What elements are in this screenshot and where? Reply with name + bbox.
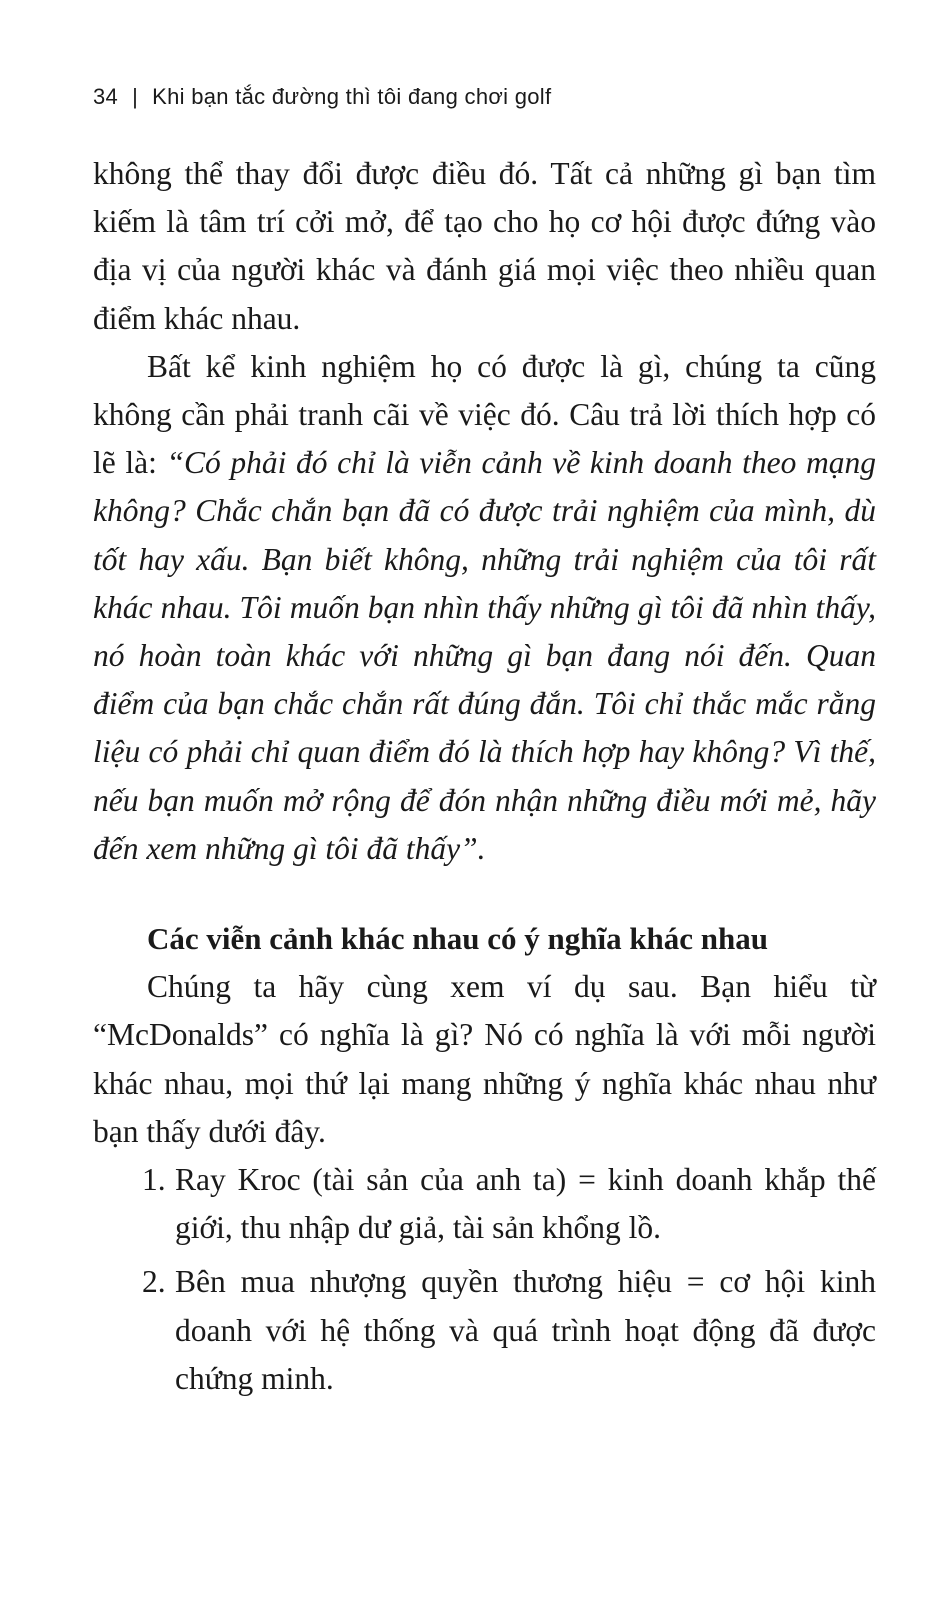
paragraph-continuation: không thể thay đổi được điều đó. Tất cả những gì bạn tìm kiếm là tâm trí cởi mở, để tạo cho họ cơ hội được đứng vào địa vị của người khác và đánh giá mọi việc theo nhiều quan điểm khác nhau. (93, 156, 876, 336)
list-item (93, 1156, 876, 1252)
book-title: Khi bạn tắc đường thì tôi đang chơi golf (152, 84, 552, 109)
paragraph-example: Chúng ta hãy cùng xem ví dụ sau. Bạn hiểu từ “McDonalds” có nghĩa là gì? Nó có nghĩa là với mỗi người khác nhau, mọi thứ lại mang những ý nghĩa khác nhau như bạn thấy dưới đây. (93, 969, 876, 1149)
list-text: Ray Kroc (tài sản của anh ta) = kinh doanh khắp thế giới, thu nhập dư giả, tài sản khổng lồ. (175, 1162, 876, 1246)
list-number: 2. (142, 1264, 166, 1300)
header-separator: | (132, 84, 139, 109)
page-body (93, 150, 876, 1403)
paragraph-quote (93, 343, 876, 873)
list-text: Bên mua nhượng quyền thương hiệu = cơ hội kinh doanh với hệ thống và quá trình hoạt động đã được chứng minh. (175, 1264, 876, 1396)
paragraph-lead: Bất kể kinh nghiệm họ có được là gì, chúng ta cũng không cần phải tranh cãi về việc đó. Câu trả lời thích hợp có lẽ là: (93, 348, 876, 481)
section-heading: Các viễn cảnh khác nhau có ý nghĩa khác nhau (147, 921, 769, 957)
list-number: 1. (142, 1162, 166, 1198)
italic-quote: “Có phải đó chỉ là viễn cảnh về kinh doanh theo mạng không? Chắc chắn bạn đã có được trải nghiệm của mình, dù tốt hay xấu. Bạn biết không, những trải nghiệm của tôi rất khác nhau. Tôi muốn bạn nhìn thấy những gì tôi đã nhìn thấy, nó hoàn toàn khác với những gì bạn đang nói đến. Quan điểm của bạn chắc chắn rất đúng đắn. Tôi chỉ thắc mắc rằng liệu có phải chỉ quan điểm đó là thích hợp hay không? Vì thế, nếu bạn muốn mở rộng để đón nhận những điều mới mẻ, hãy đến xem những gì tôi đã thấy”. (93, 445, 877, 866)
page-number: 34 (93, 84, 119, 109)
numbered-list (93, 1156, 876, 1403)
running-header (93, 82, 551, 112)
list-item (93, 1258, 876, 1403)
